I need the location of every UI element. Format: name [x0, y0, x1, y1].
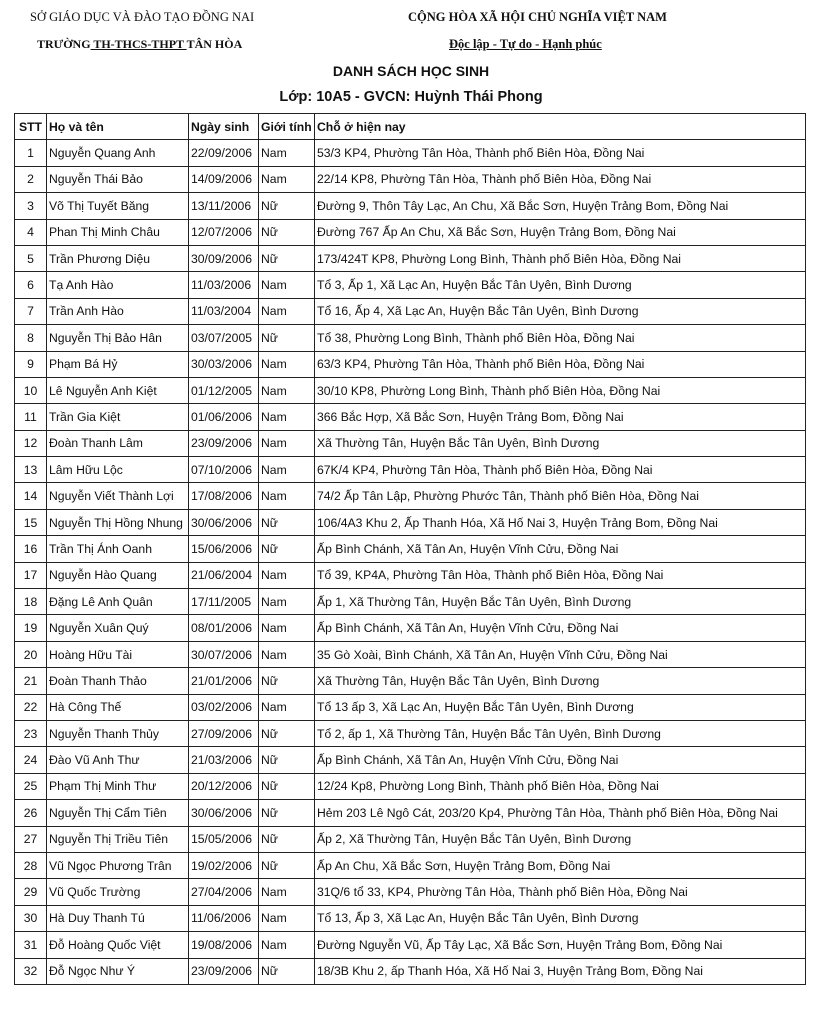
table-row [15, 483, 806, 509]
cell-address: Tổ 16, Ấp 4, Xã Lạc An, Huyện Bắc Tân Uyên, Bình Dương [315, 298, 806, 324]
cell-dob: 03/07/2005 [189, 325, 259, 351]
cell-address: 366 Bắc Hợp, Xã Bắc Sơn, Huyện Trảng Bom, Đồng Nai [315, 404, 806, 430]
cell-address: Tổ 2, ấp 1, Xã Thường Tân, Huyện Bắc Tân Uyên, Bình Dương [315, 720, 806, 746]
cell-gender: Nữ [259, 826, 315, 852]
cell-name: Tạ Anh Hào [47, 272, 189, 298]
cell-gender: Nam [259, 404, 315, 430]
cell-gender: Nữ [259, 219, 315, 245]
cell-stt: 10 [15, 377, 47, 403]
cell-name: Nguyễn Hào Quang [47, 562, 189, 588]
column-header-dob: Ngày sinh [189, 114, 259, 140]
table-row [15, 536, 806, 562]
cell-stt: 20 [15, 641, 47, 667]
cell-address: Tổ 39, KP4A, Phường Tân Hòa, Thành phố Biên Hòa, Đồng Nai [315, 562, 806, 588]
cell-dob: 30/09/2006 [189, 245, 259, 271]
cell-address: 173/424T KP8, Phường Long Bình, Thành phố Biên Hòa, Đồng Nai [315, 245, 806, 271]
cell-stt: 6 [15, 272, 47, 298]
cell-dob: 08/01/2006 [189, 615, 259, 641]
cell-name: Trần Anh Hào [47, 298, 189, 324]
cell-stt: 16 [15, 536, 47, 562]
table-row [15, 404, 806, 430]
cell-name: Đoàn Thanh Thảo [47, 668, 189, 694]
table-row [15, 377, 806, 403]
cell-name: Lê Nguyễn Anh Kiệt [47, 377, 189, 403]
table-row [15, 245, 806, 271]
cell-address: Tổ 13 ấp 3, Xã Lạc An, Huyện Bắc Tân Uyên, Bình Dương [315, 694, 806, 720]
cell-dob: 11/06/2006 [189, 905, 259, 931]
cell-stt: 4 [15, 219, 47, 245]
cell-address: Ấp 1, Xã Thường Tân, Huyện Bắc Tân Uyên, Bình Dương [315, 589, 806, 615]
cell-stt: 19 [15, 615, 47, 641]
table-row [15, 166, 806, 192]
cell-stt: 28 [15, 852, 47, 878]
cell-dob: 30/03/2006 [189, 351, 259, 377]
cell-gender: Nữ [259, 747, 315, 773]
cell-name: Phạm Thị Minh Thư [47, 773, 189, 799]
cell-name: Võ Thị Tuyết Băng [47, 193, 189, 219]
table-row [15, 720, 806, 746]
cell-stt: 8 [15, 325, 47, 351]
cell-dob: 23/09/2006 [189, 430, 259, 456]
school-name-middle: TH-THCS-THPT [90, 37, 187, 51]
table-row [15, 589, 806, 615]
column-header-gender: Giới tính [259, 114, 315, 140]
column-header-name: Họ và tên [47, 114, 189, 140]
cell-address: Hẻm 203 Lê Ngô Cát, 203/20 Kp4, Phường Tân Hòa, Thành phố Biên Hòa, Đồng Nai [315, 800, 806, 826]
cell-gender: Nam [259, 272, 315, 298]
cell-name: Đào Vũ Anh Thư [47, 747, 189, 773]
cell-dob: 21/03/2006 [189, 747, 259, 773]
cell-name: Trần Thị Ánh Oanh [47, 536, 189, 562]
cell-dob: 01/12/2005 [189, 377, 259, 403]
column-header-address: Chỗ ở hiện nay [315, 114, 806, 140]
cell-stt: 5 [15, 245, 47, 271]
cell-stt: 23 [15, 720, 47, 746]
class-subtitle: Lớp: 10A5 - GVCN: Huỳnh Thái Phong [279, 89, 543, 105]
cell-name: Nguyễn Thị Cẩm Tiên [47, 800, 189, 826]
cell-name: Nguyễn Thị Hồng Nhung [47, 509, 189, 535]
cell-stt: 15 [15, 509, 47, 535]
cell-name: Phạm Bá Hỷ [47, 351, 189, 377]
cell-name: Nguyễn Viết Thành Lợi [47, 483, 189, 509]
table-row [15, 905, 806, 931]
cell-address: Ấp Bình Chánh, Xã Tân An, Huyện Vĩnh Cửu, Đồng Nai [315, 747, 806, 773]
column-header-stt: STT [15, 114, 47, 140]
cell-gender: Nam [259, 589, 315, 615]
cell-gender: Nữ [259, 193, 315, 219]
cell-name: Lâm Hữu Lộc [47, 457, 189, 483]
cell-gender: Nam [259, 298, 315, 324]
cell-gender: Nam [259, 615, 315, 641]
cell-dob: 13/11/2006 [189, 193, 259, 219]
table-row [15, 958, 806, 984]
cell-address: Đường Nguyễn Vũ, Ấp Tây Lạc, Xã Bắc Sơn, Huyện Trảng Bom, Đồng Nai [315, 932, 806, 958]
cell-gender: Nam [259, 377, 315, 403]
cell-dob: 17/11/2005 [189, 589, 259, 615]
cell-stt: 11 [15, 404, 47, 430]
table-body [15, 140, 806, 985]
cell-gender: Nam [259, 483, 315, 509]
cell-stt: 9 [15, 351, 47, 377]
table-row [15, 430, 806, 456]
cell-address: 106/4A3 Khu 2, Ấp Thanh Hóa, Xã Hố Nai 3, Huyện Trảng Bom, Đồng Nai [315, 509, 806, 535]
cell-stt: 7 [15, 298, 47, 324]
cell-gender: Nam [259, 694, 315, 720]
table-row [15, 773, 806, 799]
cell-stt: 24 [15, 747, 47, 773]
cell-gender: Nữ [259, 509, 315, 535]
cell-gender: Nam [259, 905, 315, 931]
table-row [15, 219, 806, 245]
cell-address: Đường 9, Thôn Tây Lạc, An Chu, Xã Bắc Sơn, Huyện Trảng Bom, Đồng Nai [315, 193, 806, 219]
cell-address: 18/3B Khu 2, ấp Thanh Hóa, Xã Hố Nai 3, Huyện Trảng Bom, Đồng Nai [315, 958, 806, 984]
cell-name: Đoàn Thanh Lâm [47, 430, 189, 456]
cell-name: Đỗ Ngọc Như Ý [47, 958, 189, 984]
table-row [15, 193, 806, 219]
table-row [15, 747, 806, 773]
table-row [15, 879, 806, 905]
cell-dob: 15/06/2006 [189, 536, 259, 562]
cell-address: 31Q/6 tổ 33, KP4, Phường Tân Hòa, Thành phố Biên Hòa, Đồng Nai [315, 879, 806, 905]
cell-stt: 17 [15, 562, 47, 588]
document-title: DANH SÁCH HỌC SINH [332, 63, 490, 79]
department-name: SỞ GIÁO DỤC VÀ ĐÀO TẠO ĐỒNG NAI [30, 10, 255, 24]
cell-dob: 12/07/2006 [189, 219, 259, 245]
cell-name: Nguyễn Thị Triều Tiên [47, 826, 189, 852]
cell-gender: Nam [259, 457, 315, 483]
cell-name: Hà Duy Thanh Tú [47, 905, 189, 931]
cell-stt: 31 [15, 932, 47, 958]
cell-stt: 27 [15, 826, 47, 852]
cell-gender: Nam [259, 140, 315, 166]
cell-dob: 30/07/2006 [189, 641, 259, 667]
cell-dob: 21/01/2006 [189, 668, 259, 694]
school-name [37, 37, 242, 52]
cell-gender: Nam [259, 932, 315, 958]
cell-name: Nguyễn Quang Anh [47, 140, 189, 166]
cell-gender: Nữ [259, 245, 315, 271]
cell-address: 35 Gò Xoài, Bình Chánh, Xã Tân An, Huyện Vĩnh Cửu, Đồng Nai [315, 641, 806, 667]
cell-gender: Nữ [259, 668, 315, 694]
table-row [15, 298, 806, 324]
table-row [15, 140, 806, 166]
cell-dob: 03/02/2006 [189, 694, 259, 720]
cell-stt: 3 [15, 193, 47, 219]
cell-name: Nguyễn Xuân Quý [47, 615, 189, 641]
cell-name: Nguyễn Thái Bảo [47, 166, 189, 192]
cell-dob: 11/03/2006 [189, 272, 259, 298]
cell-gender: Nữ [259, 325, 315, 351]
cell-name: Đỗ Hoàng Quốc Việt [47, 932, 189, 958]
cell-dob: 07/10/2006 [189, 457, 259, 483]
table-row [15, 852, 806, 878]
cell-address: Ấp 2, Xã Thường Tân, Huyện Bắc Tân Uyên, Bình Dương [315, 826, 806, 852]
table-header-row [15, 114, 806, 140]
cell-gender: Nữ [259, 800, 315, 826]
cell-gender: Nữ [259, 536, 315, 562]
cell-name: Nguyễn Thanh Thủy [47, 720, 189, 746]
cell-gender: Nam [259, 641, 315, 667]
cell-name: Đặng Lê Anh Quân [47, 589, 189, 615]
cell-address: 53/3 KP4, Phường Tân Hòa, Thành phố Biên Hòa, Đồng Nai [315, 140, 806, 166]
school-name-suffix: TÂN HÒA [186, 37, 243, 51]
table-row [15, 694, 806, 720]
table-row [15, 826, 806, 852]
cell-gender: Nam [259, 562, 315, 588]
cell-dob: 27/09/2006 [189, 720, 259, 746]
cell-stt: 25 [15, 773, 47, 799]
cell-stt: 14 [15, 483, 47, 509]
cell-stt: 12 [15, 430, 47, 456]
cell-dob: 14/09/2006 [189, 166, 259, 192]
cell-stt: 1 [15, 140, 47, 166]
cell-address: Xã Thường Tân, Huyện Bắc Tân Uyên, Bình Dương [315, 668, 806, 694]
cell-name: Trần Phương Diệu [47, 245, 189, 271]
national-motto: Độc lập - Tự do - Hạnh phúc [449, 37, 602, 51]
table-row [15, 562, 806, 588]
table-row [15, 668, 806, 694]
cell-dob: 22/09/2006 [189, 140, 259, 166]
table-row [15, 615, 806, 641]
cell-dob: 30/06/2006 [189, 509, 259, 535]
cell-address: 74/2 Ấp Tân Lập, Phường Phước Tân, Thành phố Biên Hòa, Đồng Nai [315, 483, 806, 509]
cell-dob: 11/03/2004 [189, 298, 259, 324]
cell-dob: 27/04/2006 [189, 879, 259, 905]
cell-dob: 20/12/2006 [189, 773, 259, 799]
cell-address: 63/3 KP4, Phường Tân Hòa, Thành phố Biên Hòa, Đồng Nai [315, 351, 806, 377]
cell-stt: 21 [15, 668, 47, 694]
cell-stt: 2 [15, 166, 47, 192]
cell-address: 12/24 Kp8, Phường Long Bình, Thành phố Biên Hòa, Đồng Nai [315, 773, 806, 799]
cell-gender: Nữ [259, 720, 315, 746]
cell-stt: 18 [15, 589, 47, 615]
cell-address: 22/14 KP8, Phường Tân Hòa, Thành phố Biên Hòa, Đồng Nai [315, 166, 806, 192]
cell-address: Xã Thường Tân, Huyện Bắc Tân Uyên, Bình Dương [315, 430, 806, 456]
cell-gender: Nữ [259, 958, 315, 984]
table-row [15, 272, 806, 298]
cell-gender: Nữ [259, 773, 315, 799]
student-list-table [14, 113, 806, 985]
cell-stt: 29 [15, 879, 47, 905]
cell-dob: 19/02/2006 [189, 852, 259, 878]
table-row [15, 932, 806, 958]
cell-address: Tổ 13, Ấp 3, Xã Lạc An, Huyện Bắc Tân Uyên, Bình Dương [315, 905, 806, 931]
cell-dob: 23/09/2006 [189, 958, 259, 984]
cell-name: Hoàng Hữu Tài [47, 641, 189, 667]
school-name-prefix: TRƯỜNG [37, 37, 91, 51]
table-row [15, 351, 806, 377]
cell-address: Ấp An Chu, Xã Bắc Sơn, Huyện Trảng Bom, Đồng Nai [315, 852, 806, 878]
cell-gender: Nam [259, 166, 315, 192]
cell-address: Đường 767 Ấp An Chu, Xã Bắc Sơn, Huyện Trảng Bom, Đồng Nai [315, 219, 806, 245]
cell-dob: 17/08/2006 [189, 483, 259, 509]
country-name: CỘNG HÒA XÃ HỘI CHỦ NGHĨA VIỆT NAM [408, 10, 667, 24]
table-row [15, 325, 806, 351]
cell-address: Tổ 38, Phường Long Bình, Thành phố Biên Hòa, Đồng Nai [315, 325, 806, 351]
cell-name: Nguyễn Thị Bảo Hân [47, 325, 189, 351]
cell-dob: 15/05/2006 [189, 826, 259, 852]
cell-stt: 26 [15, 800, 47, 826]
cell-gender: Nam [259, 430, 315, 456]
cell-gender: Nữ [259, 852, 315, 878]
cell-gender: Nam [259, 879, 315, 905]
cell-dob: 21/06/2004 [189, 562, 259, 588]
table-row [15, 641, 806, 667]
cell-address: Tổ 3, Ấp 1, Xã Lạc An, Huyện Bắc Tân Uyên, Bình Dương [315, 272, 806, 298]
cell-stt: 32 [15, 958, 47, 984]
cell-name: Phan Thị Minh Châu [47, 219, 189, 245]
cell-stt: 13 [15, 457, 47, 483]
cell-address: Ấp Bình Chánh, Xã Tân An, Huyện Vĩnh Cửu, Đồng Nai [315, 536, 806, 562]
cell-address: Ấp Bình Chánh, Xã Tân An, Huyện Vĩnh Cửu, Đồng Nai [315, 615, 806, 641]
table-row [15, 457, 806, 483]
table-row [15, 509, 806, 535]
cell-name: Vũ Ngọc Phương Trân [47, 852, 189, 878]
cell-name: Hà Công Thế [47, 694, 189, 720]
cell-stt: 22 [15, 694, 47, 720]
table-row [15, 800, 806, 826]
cell-dob: 30/06/2006 [189, 800, 259, 826]
cell-name: Trần Gia Kiệt [47, 404, 189, 430]
cell-dob: 19/08/2006 [189, 932, 259, 958]
cell-dob: 01/06/2006 [189, 404, 259, 430]
cell-gender: Nam [259, 351, 315, 377]
cell-name: Vũ Quốc Trường [47, 879, 189, 905]
cell-address: 30/10 KP8, Phường Long Bình, Thành phố Biên Hòa, Đồng Nai [315, 377, 806, 403]
cell-address: 67K/4 KP4, Phường Tân Hòa, Thành phố Biên Hòa, Đồng Nai [315, 457, 806, 483]
cell-stt: 30 [15, 905, 47, 931]
